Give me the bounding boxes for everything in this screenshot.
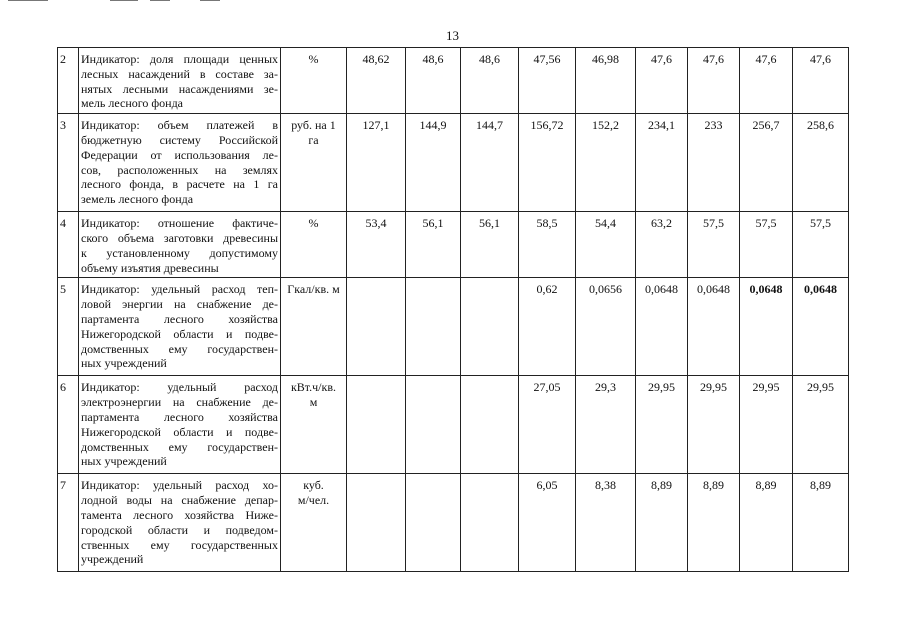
unit-line: руб. на 1 (291, 118, 336, 133)
value-cell: 48,6 (406, 48, 461, 114)
description-line: мель лесного фонда (81, 96, 183, 111)
value-cell: 0,0648 (636, 278, 688, 376)
description-line: ловой энергии на снабжение де- (81, 297, 278, 312)
table-row (58, 376, 849, 474)
description-line: Нижегородской области и подве- (81, 424, 278, 439)
value-cell: 256,7 (740, 114, 793, 212)
row-number: 7 (58, 474, 79, 572)
unit-line: м (309, 395, 318, 410)
value-cell: 47,6 (793, 48, 849, 114)
value-cell: 47,56 (519, 48, 576, 114)
description-line: Индикатор: отношение фактиче- (81, 216, 278, 231)
value-cell: 29,95 (740, 376, 793, 474)
description-line: тамента лесного хозяйства Ниже- (81, 507, 278, 522)
value-cell: 29,95 (688, 376, 740, 474)
value-cell (461, 278, 519, 376)
unit-line: % (308, 52, 319, 66)
row-number: 6 (58, 376, 79, 474)
indicator-description (79, 212, 281, 278)
description-line: домственных ему государствен- (81, 341, 278, 356)
value-cell: 8,89 (636, 474, 688, 572)
description-line: лесного фонда, в расчете на 1 га (81, 177, 278, 192)
value-cell: 29,95 (793, 376, 849, 474)
unit-line: куб. (303, 478, 324, 493)
indicator-description (79, 474, 281, 572)
unit-line: Гкал/кв. м (287, 282, 340, 297)
value-cell: 144,7 (461, 114, 519, 212)
value-cell: 57,5 (740, 212, 793, 278)
value-cell: 6,05 (519, 474, 576, 572)
value-cell: 152,2 (576, 114, 636, 212)
description-line: партамента лесного хозяйства (81, 409, 278, 424)
unit-cell (281, 114, 347, 212)
description-line: ных учреждений (81, 356, 167, 371)
value-cell: 58,5 (519, 212, 576, 278)
description-line: электроэнергии на снабжение де- (81, 395, 278, 410)
value-cell: 8,38 (576, 474, 636, 572)
table-row (58, 114, 849, 212)
value-cell: 8,89 (793, 474, 849, 572)
value-cell: 0,62 (519, 278, 576, 376)
indicator-table (57, 47, 849, 572)
value-cell: 57,5 (793, 212, 849, 278)
description-line: объему изъятия древесины (81, 260, 219, 275)
value-cell: 0,0648 (688, 278, 740, 376)
value-cell: 46,98 (576, 48, 636, 114)
value-cell: 53,4 (347, 212, 406, 278)
value-cell: 258,6 (793, 114, 849, 212)
unit-line: кВт.ч/кв. (290, 380, 337, 395)
description-line: ственных ему государственных (81, 537, 278, 552)
description-line: Индикатор: объем платежей в (81, 118, 278, 133)
top-edge-mark (150, 0, 170, 1)
value-cell: 156,72 (519, 114, 576, 212)
value-cell: 48,62 (347, 48, 406, 114)
table-row (58, 278, 849, 376)
value-cell: 54,4 (576, 212, 636, 278)
top-edge-mark (8, 0, 48, 1)
unit-line: га (308, 132, 319, 147)
value-cell: 63,2 (636, 212, 688, 278)
unit-line: м/чел. (297, 493, 330, 508)
description-line: лесных насаждений в составе за- (81, 66, 278, 81)
description-line: к установленному допустимому (81, 245, 278, 260)
table-row (58, 212, 849, 278)
value-cell: 8,89 (688, 474, 740, 572)
value-cell: 27,05 (519, 376, 576, 474)
row-number: 2 (58, 48, 79, 114)
value-cell: 144,9 (406, 114, 461, 212)
description-line: Индикатор: удельный расход теп- (81, 282, 278, 297)
value-cell (406, 474, 461, 572)
top-edge-mark (110, 0, 138, 1)
value-cell: 0,0648 (740, 278, 793, 376)
value-cell: 47,6 (636, 48, 688, 114)
description-line: домственных ему государствен- (81, 439, 278, 454)
indicator-description (79, 278, 281, 376)
description-line: партамента лесного хозяйства (81, 311, 278, 326)
description-line: Индикатор: удельный расход хо- (81, 478, 278, 493)
value-cell (406, 376, 461, 474)
unit-cell (281, 212, 347, 278)
description-line: сов, расположенных на землях (81, 162, 278, 177)
value-cell: 56,1 (406, 212, 461, 278)
description-line: нятых лесными насаждениями зе- (81, 81, 278, 96)
description-line: Индикатор: удельный расход (81, 380, 278, 395)
table-row (58, 474, 849, 572)
description-line: Индикатор: доля площади ценных (81, 52, 278, 66)
unit-line: % (308, 216, 319, 231)
description-line: бюджетную систему Российской (81, 132, 278, 147)
unit-cell (281, 48, 347, 114)
description-line: учреждений (81, 552, 144, 567)
value-cell (347, 278, 406, 376)
row-number: 5 (58, 278, 79, 376)
value-cell: 234,1 (636, 114, 688, 212)
unit-cell (281, 474, 347, 572)
description-line: лодной воды на снабжение депар- (81, 493, 278, 508)
value-cell (347, 376, 406, 474)
value-cell (461, 474, 519, 572)
value-cell: 29,95 (636, 376, 688, 474)
description-line: ского объема заготовки древесины (81, 230, 278, 245)
row-number: 3 (58, 114, 79, 212)
value-cell: 29,3 (576, 376, 636, 474)
page-number: 13 (446, 28, 459, 43)
top-edge-mark (200, 0, 220, 1)
indicator-description (79, 114, 281, 212)
value-cell (406, 278, 461, 376)
indicator-description (79, 376, 281, 474)
description-line: земель лесного фонда (81, 192, 194, 207)
description-line: Нижегородской области и подве- (81, 326, 278, 341)
value-cell: 47,6 (740, 48, 793, 114)
indicator-description (79, 48, 281, 114)
value-cell: 127,1 (347, 114, 406, 212)
unit-cell (281, 376, 347, 474)
value-cell: 56,1 (461, 212, 519, 278)
value-cell: 48,6 (461, 48, 519, 114)
description-line: городской области и подведом- (81, 522, 278, 537)
row-number: 4 (58, 212, 79, 278)
table-row (58, 48, 849, 114)
value-cell: 0,0648 (793, 278, 849, 376)
description-line: Федерации от использования ле- (81, 147, 278, 162)
value-cell: 57,5 (688, 212, 740, 278)
value-cell (461, 376, 519, 474)
value-cell: 47,6 (688, 48, 740, 114)
value-cell (347, 474, 406, 572)
unit-cell (281, 278, 347, 376)
description-line: ных учреждений (81, 454, 167, 469)
value-cell: 0,0656 (576, 278, 636, 376)
value-cell: 233 (688, 114, 740, 212)
value-cell: 8,89 (740, 474, 793, 572)
